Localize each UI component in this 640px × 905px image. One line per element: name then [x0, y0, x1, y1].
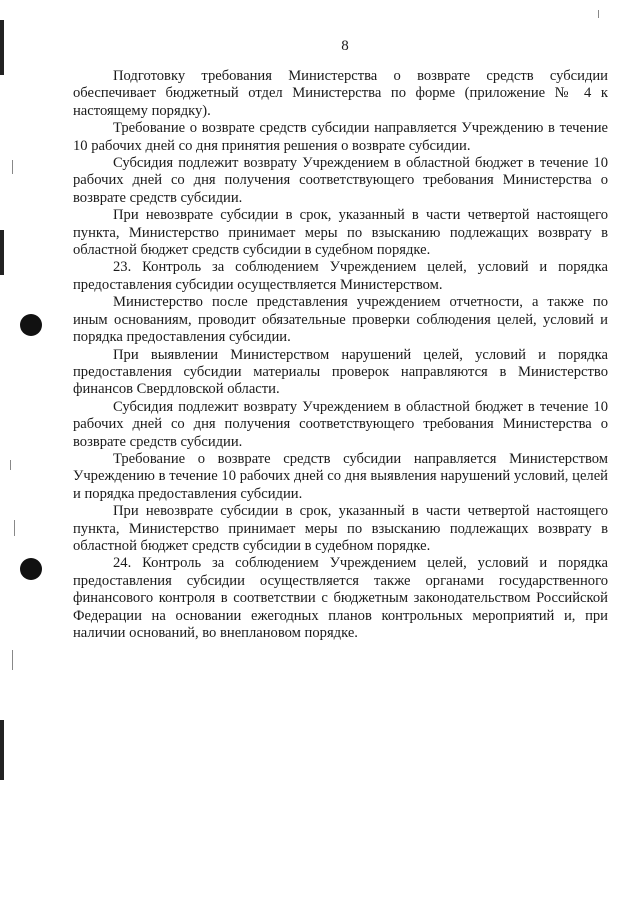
scan-speck — [14, 520, 15, 536]
paragraph-clause-23: 23. Контроль за соблюдением Учреждением целей, условий и порядка предоставления субсидии осуществляется Министерством. — [73, 259, 608, 293]
page-number: 8 — [341, 38, 349, 54]
paragraph: Требование о возврате средств субсидии направляется Министерством Учреждению в течение 10 рабочих дней со дня выявления нарушений условий, целей и порядка предоставления субсидии. — [73, 450, 608, 502]
paragraph: Субсидия подлежит возврату Учреждением в областной бюджет в течение 10 рабочих дней со дня получения соответствующего требования Министерства о возврате средств субсидии. — [73, 398, 608, 450]
paragraph: При невозврате субсидии в срок, указанный в части четвертой настоящего пункта, Министерство принимает меры по взысканию подлежащих возврату в областной бюджет средств субсидии в судебном порядке. — [73, 207, 608, 259]
document-body — [73, 68, 608, 642]
scan-speck — [598, 10, 599, 18]
paragraph: Министерство после представления учреждением отчетности, а также по иным основаниям, проводит обязательные проверки соблюдения целей, условий и порядка предоставления субсидии. — [73, 294, 608, 346]
scan-speck — [10, 460, 11, 470]
paragraph: При невозврате субсидии в срок, указанный в части четвертой настоящего пункта, Министерство принимает меры по взысканию подлежащих возврату в областной бюджет средств субсидии в судебном порядке. — [73, 503, 608, 554]
punch-hole — [20, 314, 42, 336]
scan-speck — [12, 650, 13, 670]
paragraph-clause-24: 24. Контроль за соблюдением Учреждением целей, условий и порядка предоставления субсидии осуществляется также органами государственного финансового контроля в соответствии с бюджетным законодательством Российской Федерации на основании ежегодных планов контрольных мероприятий и, при наличии оснований, во внеплановом порядке. — [73, 555, 608, 641]
paragraph: Требование о возврате средств субсидии направляется Учреждению в течение 10 рабочих дней со дня принятия решения о возврате субсидии. — [73, 120, 608, 154]
scan-edge-mark — [0, 720, 4, 780]
punch-hole — [20, 558, 42, 580]
paragraph: Субсидия подлежит возврату Учреждением в областной бюджет в течение 10 рабочих дней со дня получения соответствующего требования Министерства о возврате средств субсидии. — [73, 155, 608, 206]
paragraph: При выявлении Министерством нарушений целей, условий и порядка предоставления субсидии материалы проверок направляются в Министерство финансов Свердловской области. — [73, 346, 608, 398]
paragraph: Подготовку требования Министерства о возврате средств субсидии обеспечивает бюджетный отдел Министерства по форме (приложение № 4 к настоящему порядку). — [73, 68, 608, 119]
scan-edge-mark — [0, 230, 4, 275]
scan-speck — [12, 160, 13, 174]
